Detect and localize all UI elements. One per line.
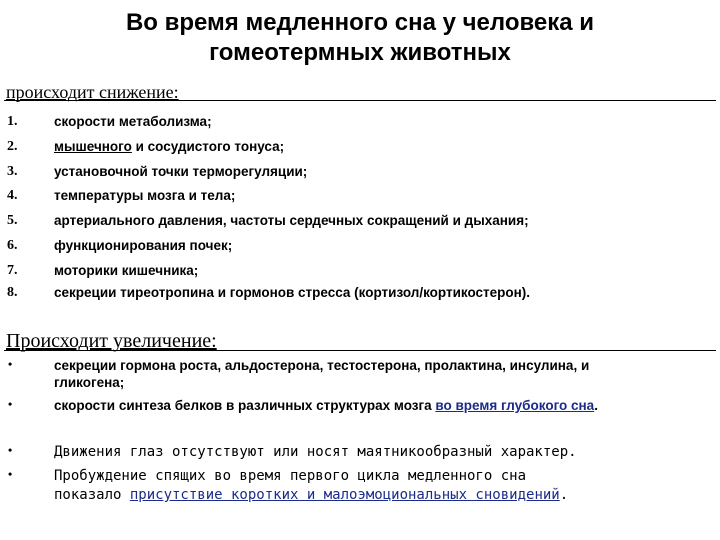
item-text-rest: и сосудистого тонуса; [131,139,285,154]
item-number: 6. [7,238,18,253]
item-number: 3. [7,164,18,179]
item-text [54,139,284,154]
increase-heading: Происходит увеличение: [6,330,217,352]
bullet-text-prefix: показало [54,487,130,503]
title-line-1: Во время медленного сна у человека и [125,9,595,36]
bullet-text-line-1: секреции гормона роста, альдостерона, тестостерона, пролактина, инсулина, и [54,358,590,373]
bullet-icon: • [8,443,13,457]
item-number: 2. [7,139,18,154]
bullet-text-line-2: гликогена; [54,375,125,390]
item-text: артериального давления, частоты сердечных сокращений и дыхания; [54,213,529,228]
bullet-text-tail: . [559,487,569,503]
link-deep-sleep[interactable]: во время глубокого сна [435,398,595,413]
bullet-text [54,357,714,391]
bullet-text [54,467,714,505]
item-text: скорости метаболизма; [54,114,212,129]
bullet-icon: • [8,467,13,481]
underlined-word: мышечного [54,139,132,154]
slide-title [40,8,680,68]
link-dreams[interactable]: присутствие коротких и малоэмоциональных сновидений [129,487,560,503]
bullet-text-line-2 [54,486,714,505]
title-line-2: гомеотермных животных [209,39,511,66]
heading-divider [4,350,716,351]
item-text: температуры мозга и тела; [54,188,236,203]
bullet-icon: • [8,357,13,371]
item-number: 8. [7,285,18,300]
item-text: функционирования почек; [54,238,233,253]
item-text: установочной точки терморегуляции; [54,164,308,179]
decrease-heading: происходит снижение: [6,82,179,102]
item-text: моторики кишечника; [54,263,199,278]
bullet-text-line-1: Пробуждение спящих во время первого цикла медленного сна [54,468,527,484]
item-number: 4. [7,188,18,203]
item-number: 5. [7,213,18,228]
item-number: 7. [7,263,18,278]
item-text: секреции тиреотропина и гормонов стресса (кортизол/кортикостерон). [54,285,531,300]
item-number: 1. [7,114,18,129]
heading-divider [4,100,716,101]
bullet-text-main: скорости синтеза белков в различных структурах мозга [54,398,436,413]
bullet-icon: • [8,397,13,411]
bullet-text-tail: . [594,398,598,413]
bullet-text [54,397,714,414]
bullet-text: Движения глаз отсутствуют или носят маятникообразный характер. [54,444,577,460]
